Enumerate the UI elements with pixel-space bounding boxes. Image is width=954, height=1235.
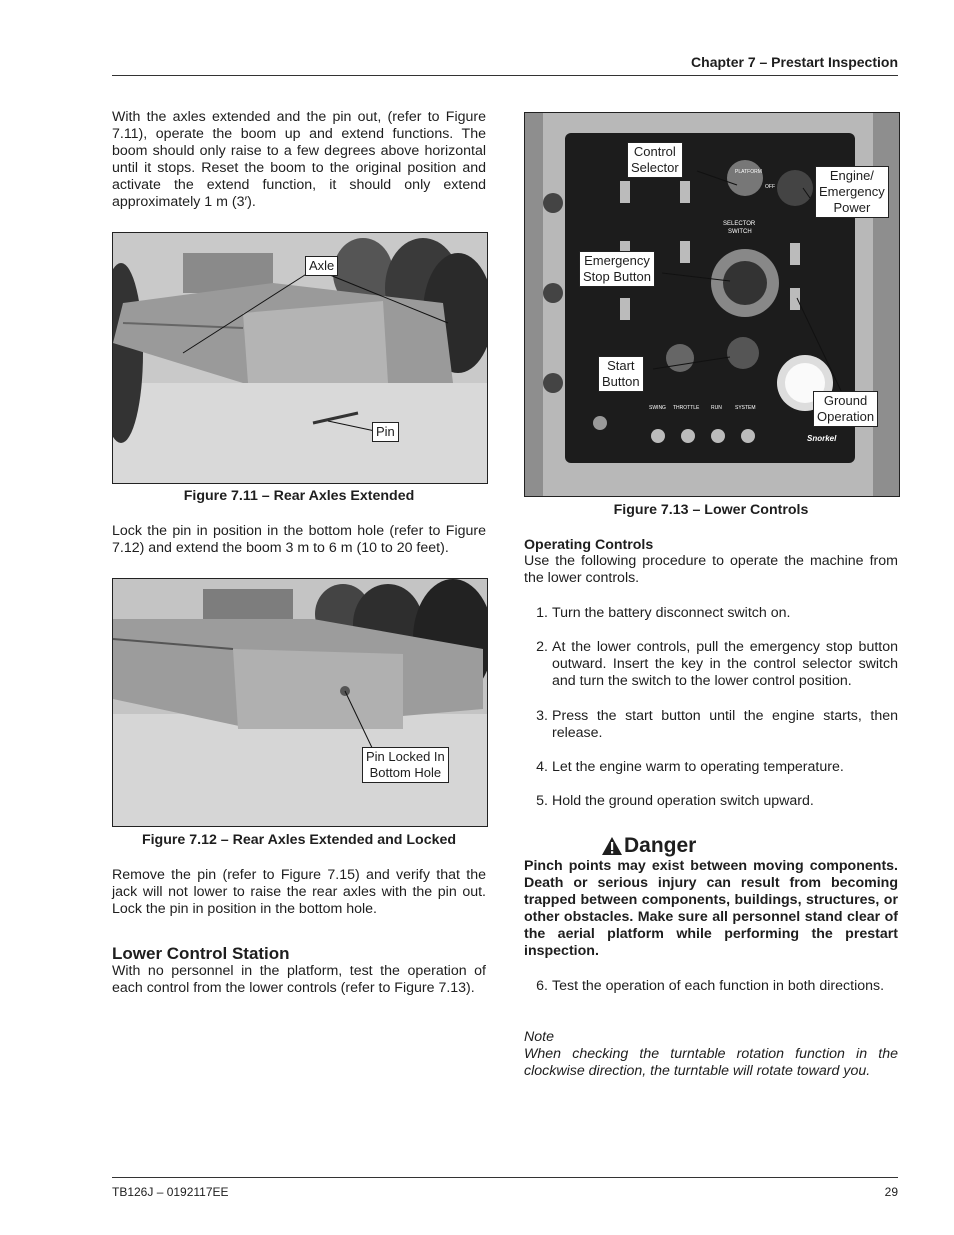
note-label: Note: [524, 1029, 554, 1045]
operating-intro: Use the following procedure to operate the machine from the lower controls.: [524, 553, 898, 586]
start-button-label: Start Button: [598, 356, 644, 392]
panel-swing-text: SWING: [649, 405, 666, 411]
figure-7-13-caption: Figure 7.13 – Lower Controls: [613, 502, 809, 518]
panel-platform-text: PLATFORM: [735, 169, 762, 175]
page-number: 29: [884, 1185, 898, 1199]
figure-7-12-photo: [112, 578, 488, 827]
danger-title: Danger: [624, 834, 697, 857]
control-selector-label: Control Selector: [627, 142, 683, 178]
document-id: TB126J – 0192117EE: [112, 1185, 229, 1199]
list-item: 6. Test the operation of each function in both directions.: [536, 978, 885, 994]
panel-brand-text: Snorkel: [807, 434, 837, 443]
pin-label: Pin: [372, 422, 399, 442]
panel-selector-text: SELECTOR: [723, 221, 756, 227]
section-title: Lower Control Station: [112, 944, 290, 963]
panel-off-text: OFF: [765, 184, 775, 190]
figure-7-12-caption: Figure 7.12 – Rear Axles Extended and Locked: [141, 832, 457, 848]
warning-triangle-icon: [601, 836, 623, 856]
panel-run-text: RUN: [711, 405, 722, 411]
note-text: When checking the turntable rotation function in the clockwise direction, the turntable will rotate toward you.: [524, 1046, 898, 1079]
lock-pin-paragraph: Lock the pin in position in the bottom hole (refer to Figure 7.12) and extend the boom 3 m to 6 m (10 to 20 feet).: [112, 523, 486, 556]
panel-system-text: SYSTEM: [735, 405, 756, 411]
panel-switch-text: SWITCH: [728, 229, 752, 235]
footer-rule: [112, 1177, 898, 1178]
engine-power-label: Engine/ Emergency Power: [815, 166, 889, 218]
list-item: 2. At the lower controls, pull the emergency stop button outward. Insert the key in the control selector switch and turn the switch to the lower control position.: [536, 639, 898, 689]
lower-control-paragraph: With no personnel in the platform, test the operation of each control from the lower controls (refer to Figure 7.13).: [112, 963, 486, 996]
list-item: 1. Turn the battery disconnect switch on.: [536, 605, 791, 621]
remove-pin-paragraph: Remove the pin (refer to Figure 7.15) and verify that the jack will not lower to raise the rear axles with the pin out. Lock the pin in position in the bottom hole.: [112, 867, 486, 917]
list-item: 4. Let the engine warm to operating temperature.: [536, 759, 844, 775]
pin-locked-label: Pin Locked In Bottom Hole: [362, 747, 449, 783]
header-rule: [112, 75, 898, 76]
list-item: 3. Press the start button until the engine starts, then release.: [536, 708, 898, 741]
intro-paragraph: With the axles extended and the pin out, (refer to Figure 7.11), operate the boom up and extend functions. The boom should only raise to a few degrees above horizontal until it stops. Reset the boom to the original position and activate the extend function, it should only extend approximately 1 m (3′).: [112, 109, 486, 210]
figure-7-13-photo: [524, 112, 900, 497]
figure-7-11-photo: [112, 232, 488, 484]
emergency-stop-label: Emergency Stop Button: [579, 251, 655, 287]
operating-controls-title: Operating Controls: [524, 537, 654, 553]
chapter-header: Chapter 7 – Prestart Inspection: [691, 54, 898, 70]
list-item: 5. Hold the ground operation switch upward.: [536, 793, 814, 809]
ground-operation-label: Ground Operation: [813, 391, 878, 427]
danger-text: Pinch points may exist between moving components. Death or serious injury can result from becoming trapped between components, buildings, structures, or other obstacles. Make sure all personnel stand clear of the aerial platform while performing the prestart inspection.: [524, 858, 898, 959]
axle-label: Axle: [305, 256, 338, 276]
panel-throttle-text: THROTTLE: [673, 405, 700, 411]
figure-7-11-caption: Figure 7.11 – Rear Axles Extended: [183, 488, 415, 504]
